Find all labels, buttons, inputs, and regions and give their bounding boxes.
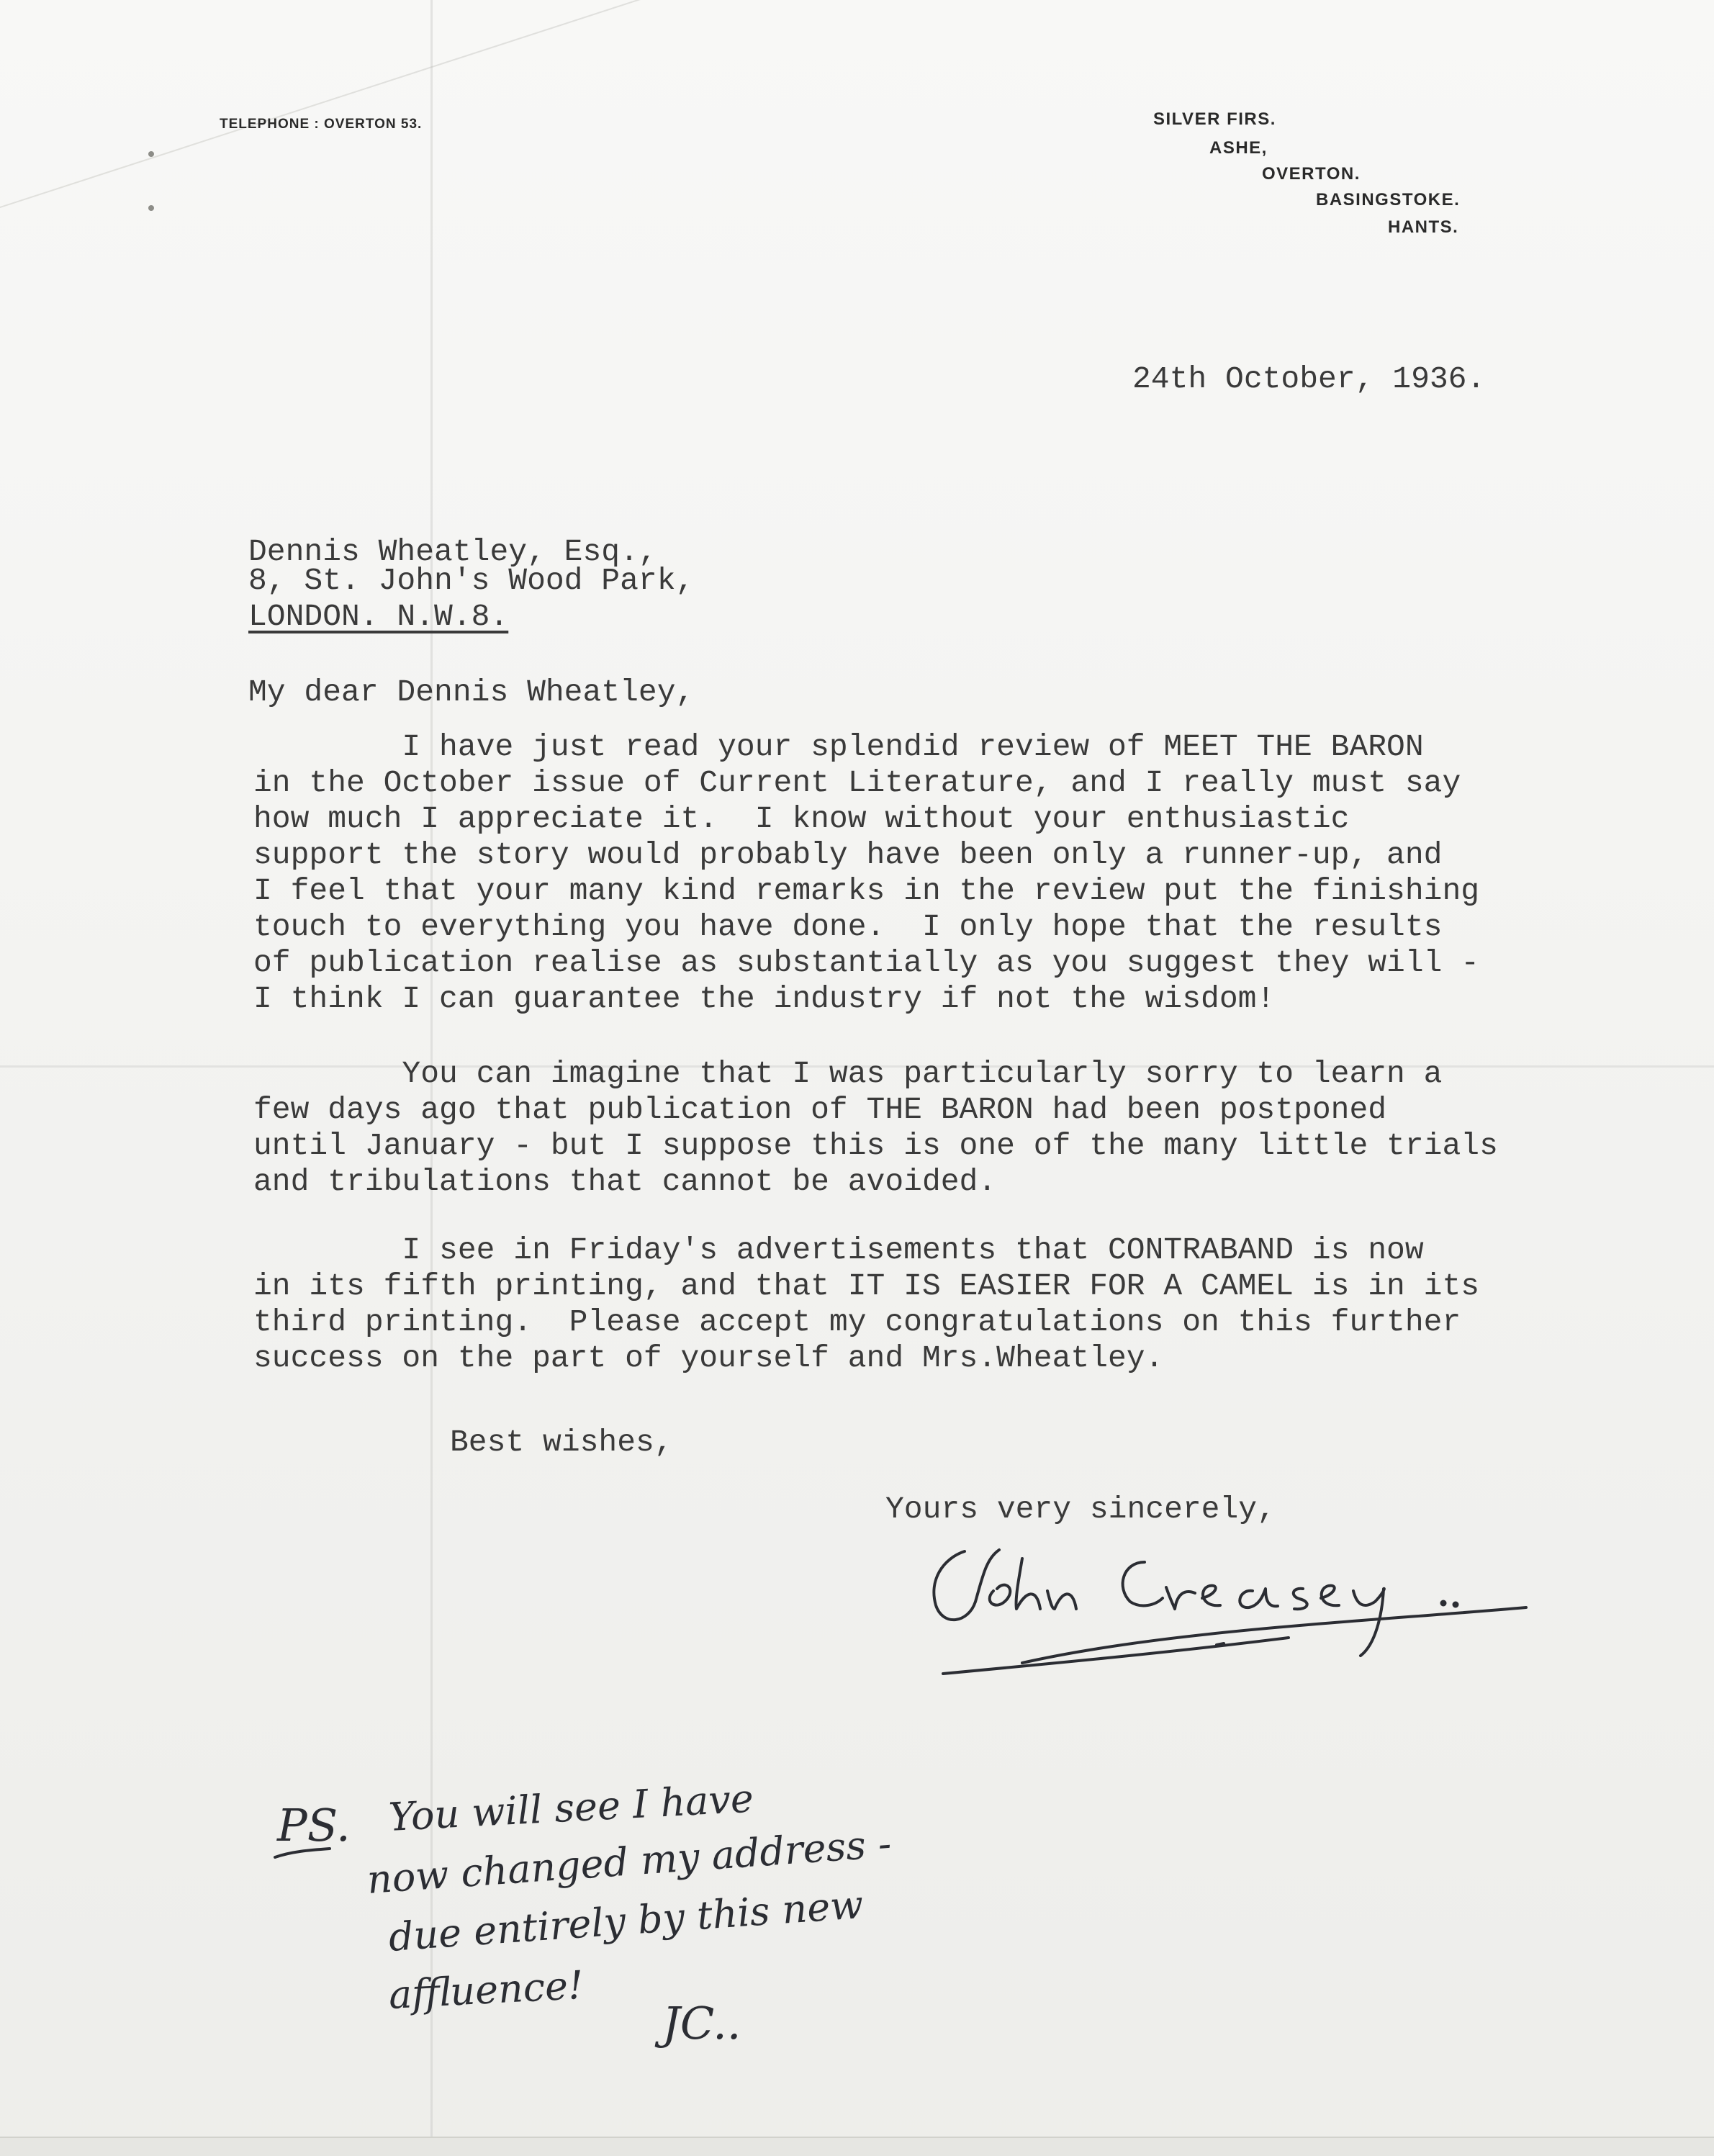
paragraph-line: I see in Friday's advertisements that CONTRABAND is now — [253, 1232, 1424, 1268]
paragraph-line: how much I appreciate it. I know without your enthusiastic — [253, 801, 1350, 836]
postscript-label: PS. — [277, 1799, 351, 1851]
postscript-underline — [274, 1843, 331, 1864]
postscript-line: You will see I have — [387, 1775, 755, 1840]
paragraph-line: third printing. Please accept my congratulations on this further — [253, 1304, 1461, 1340]
paper-bottom-edge — [0, 2137, 1714, 2156]
recipient-street: 8, St. John's Wood Park, — [248, 563, 695, 598]
letterhead-telephone: TELEPHONE : OVERTON 53. — [220, 117, 423, 132]
recipient-name: Dennis Wheatley, Esq., — [248, 534, 657, 569]
postscript-line: affluence! — [387, 1962, 585, 2018]
body-paragraph — [253, 1056, 1686, 1200]
letterhead-address-line: SILVER FIRS. — [1153, 109, 1276, 129]
paragraph-line: in the October issue of Current Literature, and I really must say — [253, 765, 1461, 800]
postscript-line: now changed my address - — [365, 1821, 893, 1903]
paragraph-line: few days ago that publication of THE BARON had been postponed — [253, 1092, 1387, 1127]
recipient-city: LONDON. N.W.8. — [248, 599, 509, 634]
paragraph-line: success on the part of yourself and Mrs.Wheatley. — [253, 1340, 1164, 1376]
paragraph-line: until January - but I suppose this is one of the many little trials — [253, 1128, 1498, 1163]
body-paragraph — [253, 1232, 1686, 1376]
letterhead-address-line: OVERTON. — [1262, 164, 1361, 184]
salutation: My dear Dennis Wheatley, — [248, 675, 695, 710]
valediction: Yours very sincerely, — [885, 1492, 1276, 1527]
paragraph-line: support the story would probably have been only a runner-up, and — [253, 837, 1443, 872]
postscript-initials: JC.. — [662, 1997, 741, 2049]
closing: Best wishes, — [450, 1425, 673, 1460]
handwritten-signature — [914, 1537, 1548, 1688]
paper-crease — [0, 0, 656, 217]
letter-date: 24th October, 1936. — [1132, 361, 1486, 397]
paragraph-line: of publication realise as substantially as you suggest they will - — [253, 945, 1480, 980]
paragraph-line: I have just read your splendid review of MEET THE BARON — [253, 729, 1424, 764]
paragraph-line: You can imagine that I was particularly sorry to learn a — [253, 1056, 1443, 1091]
paragraph-line: touch to everything you have done. I only hope that the results — [253, 909, 1443, 944]
staple-mark — [148, 151, 154, 157]
paragraph-line: in its fifth printing, and that IT IS EASIER FOR A CAMEL is in its — [253, 1268, 1480, 1304]
staple-mark — [148, 205, 154, 211]
paragraph-line: and tribulations that cannot be avoided. — [253, 1164, 997, 1199]
paragraph-line: I think I can guarantee the industry if not the wisdom! — [253, 981, 1276, 1016]
letterhead-address-line: ASHE, — [1209, 138, 1268, 158]
letterhead-address-line: HANTS. — [1388, 217, 1459, 237]
body-paragraph — [253, 729, 1686, 1017]
letterhead-address-line: BASINGSTOKE. — [1316, 190, 1461, 209]
postscript-line: due entirely by this new — [387, 1881, 865, 1960]
paragraph-line: I feel that your many kind remarks in the review put the finishing — [253, 873, 1480, 908]
